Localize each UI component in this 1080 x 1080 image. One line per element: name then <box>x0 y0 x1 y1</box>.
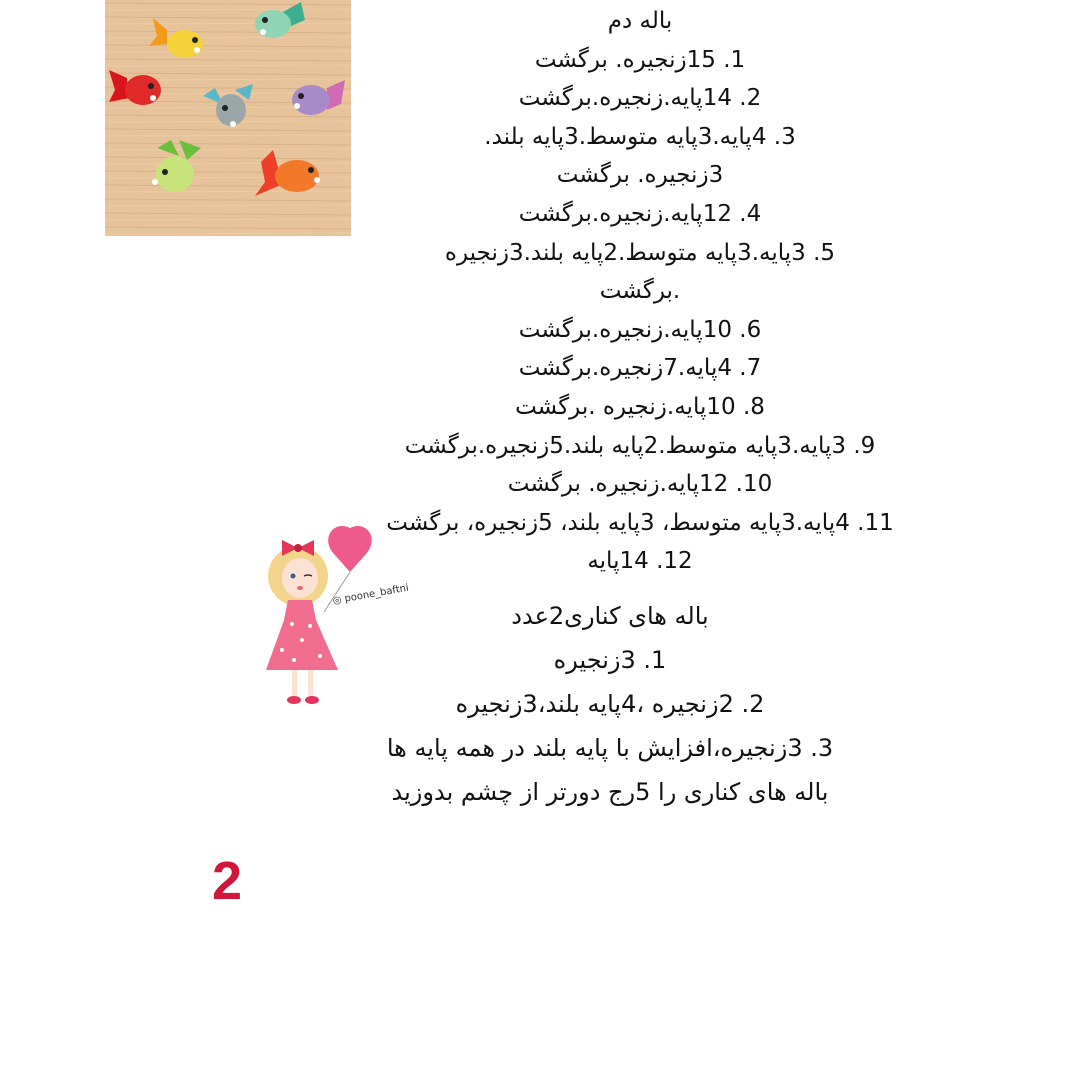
instruction-line: 7. 4پایه.7زنجیره.برگشت <box>518 355 762 382</box>
instagram-icon: ◎ <box>332 593 346 607</box>
instruction-line: 3. 3زنجیره،افزایش با پایه بلند در همه پایه ها <box>386 734 834 762</box>
instruction-line: 11. 4پایه.3پایه متوسط، 3پایه بلند، 5زنجیره، برگشت <box>386 509 894 536</box>
goldfish-photo <box>105 0 351 236</box>
instruction-line: 10. 12پایه.زنجیره. برگشت <box>507 471 773 498</box>
instruction-line: 3زنجیره. برگشت <box>556 162 724 189</box>
instruction-line: 12. 14پایه <box>587 548 693 575</box>
instagram-handle-text: poone_baftni <box>343 582 410 605</box>
instruction-line: 8. 10پایه.زنجیره .برگشت <box>515 393 765 420</box>
instruction-line: 2. 14پایه.زنجیره.برگشت <box>518 85 762 112</box>
instruction-line: باله های کناری را 5رج دورتر از چشم بدوزید <box>391 778 829 806</box>
instruction-line: 5. 3پایه.3پایه متوسط.2پایه بلند.3زنجیره <box>444 239 836 266</box>
instruction-line: 2. 2زنجیره ،4پایه بلند،3زنجیره <box>455 690 765 718</box>
instruction-line: 4. 12پایه.زنجیره.برگشت <box>518 200 762 227</box>
instruction-line: 6. 10پایه.زنجیره.برگشت <box>518 316 762 343</box>
instruction-line: 3. 4پایه.3پایه متوسط.3پایه بلند. <box>484 123 796 150</box>
tail-fin-instructions <box>330 2 950 581</box>
side-fin-title: باله های کناری2عدد <box>511 602 709 630</box>
instruction-line: 9. 3پایه.3پایه متوسط.2پایه بلند.5زنجیره.برگشت <box>404 432 876 459</box>
tail-fin-title: باله دم <box>607 8 673 34</box>
girl-with-balloon-illustration <box>262 520 422 710</box>
instruction-line: .برگشت <box>599 278 681 305</box>
instruction-line: 1. 15زنجیره. برگشت <box>534 46 746 73</box>
instruction-line: 1. 3زنجیره <box>553 646 667 674</box>
page-number: 2 <box>212 851 243 911</box>
heart-balloon-icon <box>328 526 371 572</box>
